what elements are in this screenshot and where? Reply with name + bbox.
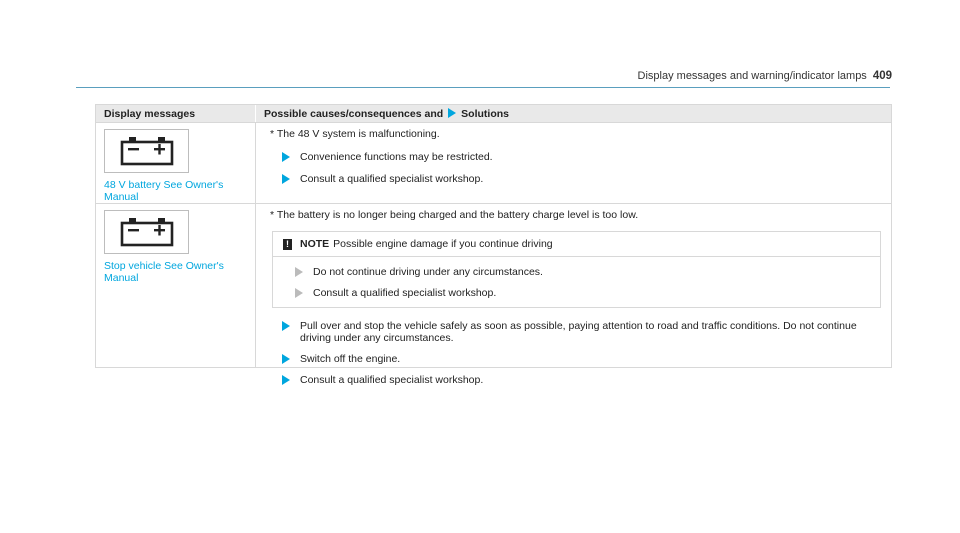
solution-text: Consult a qualified specialist workshop. — [300, 173, 484, 185]
solution-item — [282, 353, 881, 365]
arrow-right-icon — [282, 152, 290, 162]
column-header-solutions-label: Solutions — [461, 108, 510, 120]
display-message-text: 48 V battery See Owner's Manual — [104, 179, 224, 203]
display-messages-table — [95, 104, 892, 386]
note-item — [295, 287, 870, 299]
column-header-causes-label: Possible causes/consequences and — [264, 108, 444, 120]
causes-cell — [256, 204, 891, 386]
solution-item — [282, 320, 881, 344]
table-row — [96, 203, 891, 386]
note-item — [295, 266, 870, 278]
note-text: Possible engine damage if you continue driving — [333, 238, 553, 250]
note-box — [272, 231, 881, 308]
solution-text: Convenience functions may be restricted. — [300, 151, 493, 163]
message-cell — [96, 123, 256, 203]
battery-icon — [104, 129, 189, 173]
arrow-right-icon — [295, 267, 303, 277]
table-header — [96, 105, 891, 122]
note-divider — [273, 256, 880, 257]
note-header — [283, 238, 870, 250]
warning-exclamation-icon: ! — [283, 239, 292, 250]
solution-text: Consult a qualified specialist workshop. — [300, 374, 484, 386]
cause-text: * The battery is no longer being charged and the battery charge level is too low. — [270, 209, 639, 221]
message-cell — [96, 204, 256, 367]
cause-text: * The 48 V system is malfunctioning. — [270, 128, 440, 140]
note-item-text: Do not continue driving under any circumstances. — [313, 266, 543, 278]
table-row — [96, 122, 891, 203]
display-message-text: Stop vehicle See Owner's Manual — [104, 260, 224, 284]
battery-icon — [104, 210, 189, 254]
arrow-right-icon — [282, 375, 290, 385]
solution-item — [282, 173, 881, 185]
note-title: NOTE — [300, 238, 330, 250]
solution-text: Pull over and stop the vehicle safely as soon as possible, paying attention to road and traffic conditions. Do not continue driving under any circumstances. — [300, 320, 857, 344]
note-item-text: Consult a qualified specialist workshop. — [313, 287, 497, 299]
arrow-right-icon — [282, 321, 290, 331]
arrow-right-icon — [448, 108, 456, 118]
column-header-causes-solutions — [256, 105, 891, 122]
section-title: Display messages and warning/indicator lamps — [637, 70, 867, 82]
causes-cell — [256, 123, 891, 203]
solution-item — [282, 374, 881, 386]
arrow-right-icon — [282, 174, 290, 184]
page-number: 409 — [872, 70, 892, 82]
solution-item — [282, 151, 881, 163]
arrow-right-icon — [282, 354, 290, 364]
header-divider — [76, 87, 890, 88]
arrow-right-icon — [295, 288, 303, 298]
solution-text: Switch off the engine. — [300, 353, 401, 365]
page-header — [638, 70, 892, 82]
column-header-display-messages: Display messages — [96, 105, 256, 122]
